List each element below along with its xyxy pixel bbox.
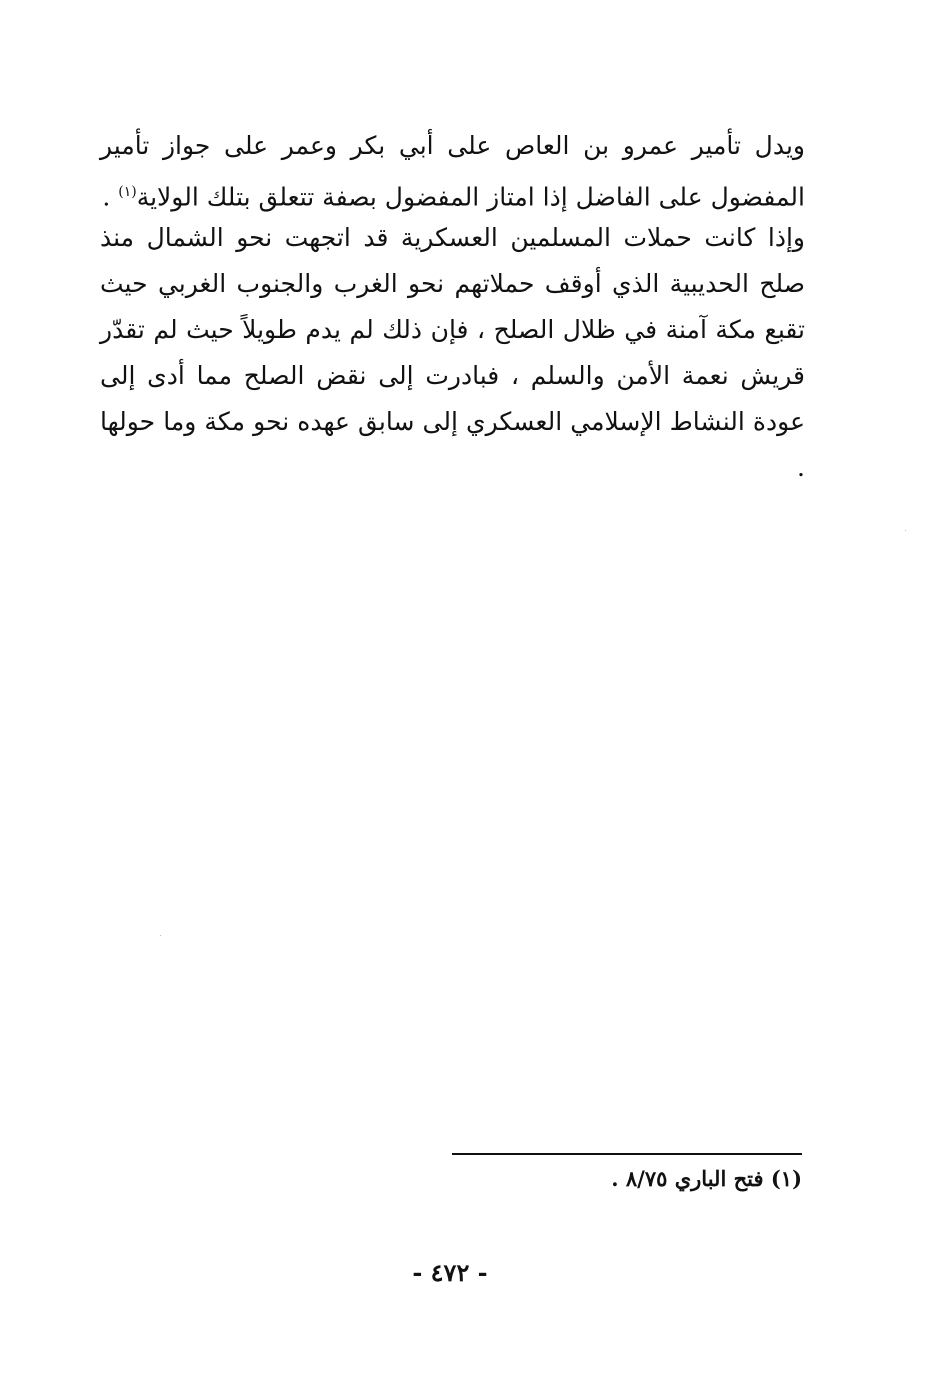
page-number: - ٤٧٢ -: [412, 1258, 488, 1287]
paragraph-2: [100, 215, 805, 491]
footnote-reference: (١): [118, 184, 137, 200]
paragraph-1: [100, 123, 805, 220]
paragraph-1-end: .: [102, 182, 119, 212]
footnote-divider: [452, 1153, 802, 1155]
scan-speck: [905, 530, 906, 531]
scan-speck: [160, 935, 161, 936]
paragraph-1-text: ويدل تأمير عمرو بن العاص على أبي بكر وعمر على جواز تأمير المفضول على الفاضل إذا امتاز المفضول بصفة تتعلق بتلك الولاية: [100, 131, 805, 212]
footnote: (١) فتح الباري ٨/٧٥ .: [611, 1166, 802, 1191]
paragraph-2-text: وإذا كانت حملات المسلمين العسكرية قد اتجهت نحو الشمال منذ صلح الحديبية الذي أوقف حملاتهم نحو الغرب والجنوب الغربي حيث تقبع مكة آمنة في ظلال الصلح ، فإن ذلك لم يدم طويلاً حيث لم تقدّر قريش نعمة الأمن والسلم ، فبادرت إلى نقض الصلح مما أدى إلى عودة النشاط الإسلامي العسكري إلى سابق عهده نحو مكة وما حولها .: [100, 223, 805, 482]
